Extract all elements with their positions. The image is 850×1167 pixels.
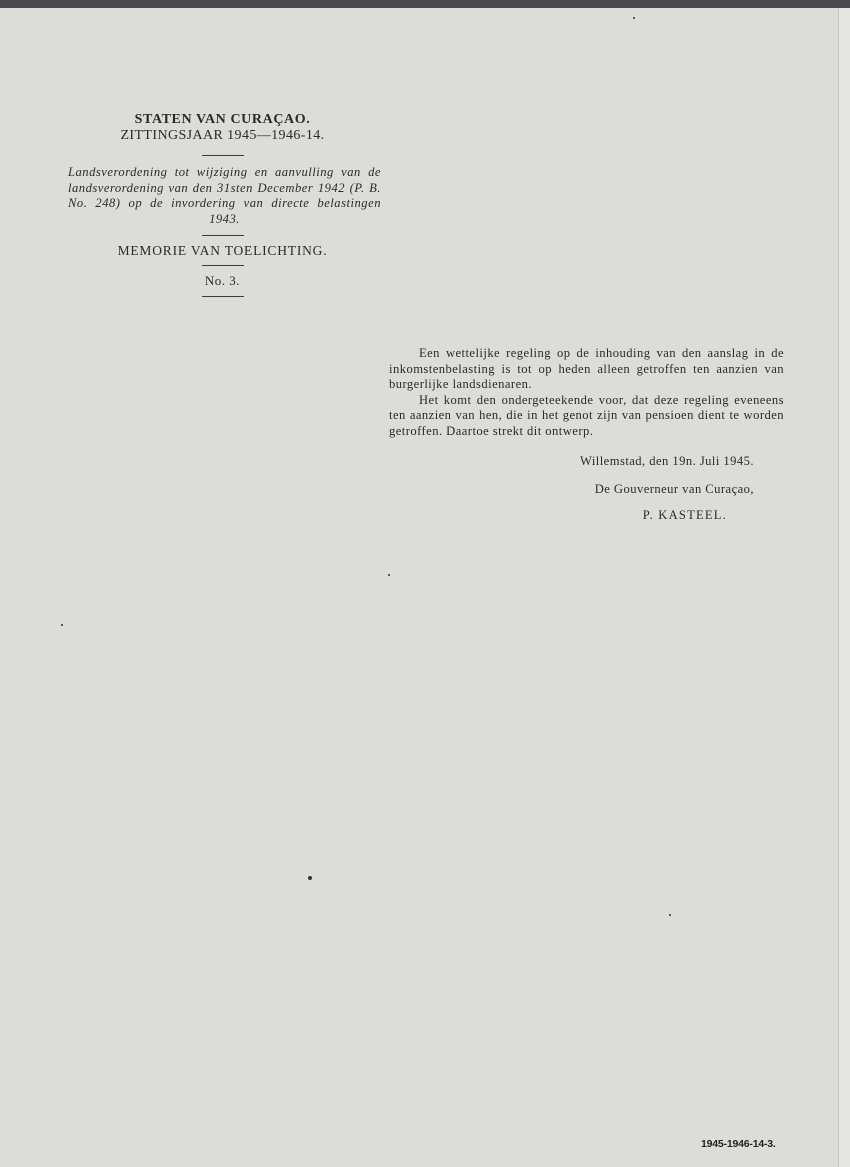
divider [202,265,244,266]
body-paragraph: Een wettelijke regeling op de inhouding van den aanslag in de inkomstenbelasting is tot op heden alleen getroffen ten aanzien van burgerlijke landsdienaren. [389,346,784,391]
document-code: 1945-1946-14-3. [701,1138,776,1150]
governor-title: De Gouverneur van Curaçao, [594,482,754,496]
document-header [60,112,385,297]
paper-speck [388,574,390,576]
divider [202,155,244,156]
divider [202,235,244,236]
body-paragraph: Het komt den ondergeteekende voor, dat deze regeling eveneens ten aanzien van hen, die in het genot zijn van pensioen dient te worden getroffen. Daartoe strekt dit ontwerp. [389,392,784,438]
document-number: No. 3. [204,273,241,288]
signatory: P. KASTEEL. [642,508,727,522]
paper-speck [308,876,312,880]
memo-body [389,346,784,523]
document-title: STATEN VAN CURAÇAO. [134,112,311,127]
place-date: Willemstad, den 19n. Juli 1945. [580,454,754,468]
paper-speck [669,914,671,916]
paper-speck [61,624,63,626]
memo-heading: MEMORIE VAN TOELICHTING. [117,243,328,258]
ordinance-subject: Landsverordening tot wijziging en aanvulling van de landsverordening van den 31sten December 1942 (P. B. No. 248) op de invordering van directe belastingen 1943. [68,165,381,226]
divider [202,296,244,297]
paper-speck [633,17,635,19]
page-edge [838,8,850,1167]
session-year: ZITTINGSJAAR 1945—1946-14. [120,128,325,143]
